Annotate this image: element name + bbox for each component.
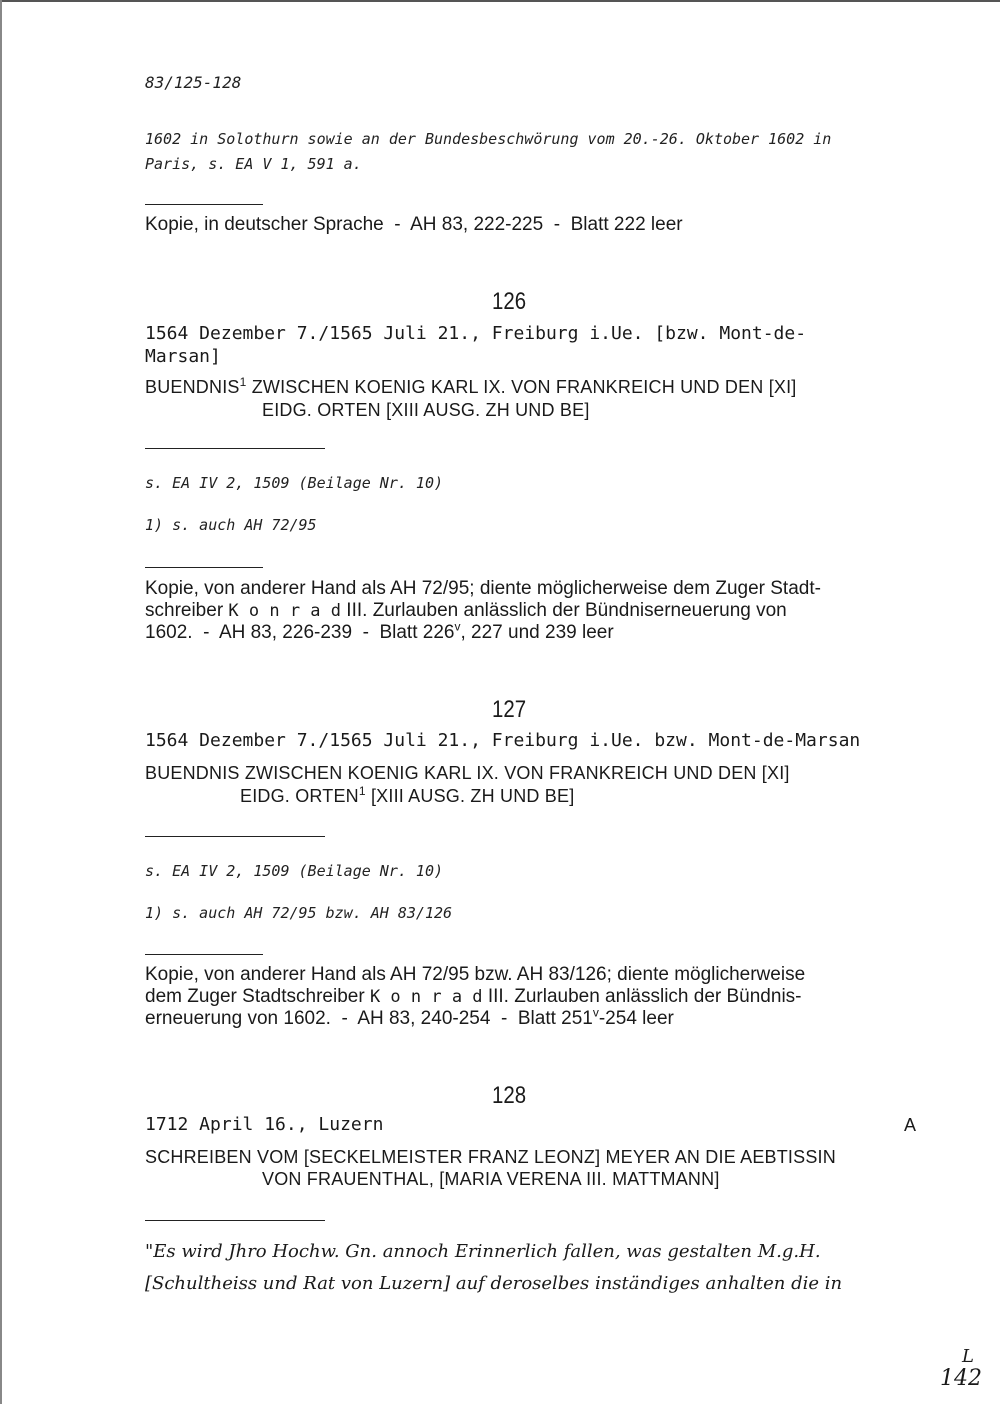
document-title xyxy=(145,376,797,398)
document-date: 1712 April 16., Luzern xyxy=(145,1114,384,1135)
separator-rule xyxy=(145,1220,325,1221)
copy-note xyxy=(145,619,614,644)
copy-note xyxy=(145,986,802,1008)
separator-rule xyxy=(145,204,263,205)
copy-text: -254 leer xyxy=(598,1008,674,1029)
document-number-127: 127 xyxy=(492,696,527,723)
archive-marker: A xyxy=(904,1115,917,1135)
copy-text: III. Zurlauben anlässlich der Bündniserneuerung von xyxy=(341,600,787,621)
document-title: EIDG. ORTEN [XIII AUSG. ZH UND BE] xyxy=(262,400,590,420)
copy-note xyxy=(145,600,787,622)
copy-note: Kopie, von anderer Hand als AH 72/95; diente möglicherweise dem Zuger Stadt- xyxy=(145,578,821,599)
page-reference: 83/125-128 xyxy=(145,73,242,92)
spaced-name: K o n r a d xyxy=(228,601,342,621)
quotation-line: [Schultheiss und Rat von Luzern] auf deroselbes inständiges anhalten die in xyxy=(145,1273,843,1294)
document-title xyxy=(240,785,574,807)
document-date: 1564 Dezember 7./1565 Juli 21., Freiburg i.Ue. bzw. Mont-de-Marsan xyxy=(145,730,861,751)
copy-text: erneuerung von 1602. - AH 83, 240-254 - Blatt 251 xyxy=(145,1008,593,1029)
footnote: 1) s. auch AH 72/95 xyxy=(145,516,317,534)
verso-marker: v xyxy=(454,619,461,634)
document-title: VON FRAUENTHAL, [MARIA VERENA III. MATTMANN] xyxy=(262,1169,720,1189)
intro-line: 1602 in Solothurn sowie an der Bundesbeschwörung vom 20.-26. Oktober 1602 in xyxy=(145,130,832,148)
copy-text: III. Zurlauben anlässlich der Bündnis- xyxy=(482,986,802,1007)
title-text: BUENDNIS xyxy=(145,377,240,397)
separator-rule xyxy=(145,448,325,449)
document-date: 1564 Dezember 7./1565 Juli 21., Freiburg i.Ue. [bzw. Mont-de- xyxy=(145,323,807,344)
copy-text: 1602. - AH 83, 226-239 - Blatt 226 xyxy=(145,622,455,643)
scan-edge xyxy=(0,0,1000,2)
document-date: Marsan] xyxy=(145,346,221,367)
copy-text: , 227 und 239 leer xyxy=(460,622,614,643)
title-text: [XIII AUSG. ZH UND BE] xyxy=(365,786,575,806)
copy-note: Kopie, von anderer Hand als AH 72/95 bzw. AH 83/126; diente möglicherweise xyxy=(145,964,806,985)
document-number-126: 126 xyxy=(492,288,527,315)
title-text: ZWISCHEN KOENIG KARL IX. VON FRANKREICH UND DEN [XI] xyxy=(246,377,797,397)
copy-text: schreiber xyxy=(145,600,229,621)
edition-reference: s. EA IV 2, 1509 (Beilage Nr. 10) xyxy=(145,862,444,880)
folio-number: 142 xyxy=(940,1366,982,1391)
separator-rule xyxy=(145,836,325,837)
scan-edge xyxy=(0,0,2,1404)
spaced-name: K o n r a d xyxy=(369,987,483,1007)
footnote-marker: 1 xyxy=(239,375,247,389)
intro-line: Paris, s. EA V 1, 591 a. xyxy=(145,155,362,173)
document-number-128: 128 xyxy=(492,1082,527,1109)
footnote-marker: 1 xyxy=(358,784,366,798)
edition-reference: s. EA IV 2, 1509 (Beilage Nr. 10) xyxy=(145,474,444,492)
title-text: EIDG. ORTEN xyxy=(240,786,359,806)
copy-text: dem Zuger Stadtschreiber xyxy=(145,986,370,1007)
verso-marker: v xyxy=(592,1005,599,1020)
separator-rule xyxy=(145,567,263,568)
folio-mark: L xyxy=(962,1346,974,1367)
copy-note xyxy=(145,1005,674,1030)
copy-note-125: Kopie, in deutscher Sprache - AH 83, 222-225 - Blatt 222 leer xyxy=(145,214,683,235)
document-title: SCHREIBEN VOM [SECKELMEISTER FRANZ LEONZ] MEYER AN DIE AEBTISSIN xyxy=(145,1147,836,1167)
separator-rule xyxy=(145,954,263,955)
quotation-line: "Es wird Jhro Hochw. Gn. annoch Erinnerlich fallen, was gestalten M.g.H. xyxy=(145,1241,821,1262)
footnote: 1) s. auch AH 72/95 bzw. AH 83/126 xyxy=(145,904,453,922)
document-title: BUENDNIS ZWISCHEN KOENIG KARL IX. VON FRANKREICH UND DEN [XI] xyxy=(145,763,790,783)
